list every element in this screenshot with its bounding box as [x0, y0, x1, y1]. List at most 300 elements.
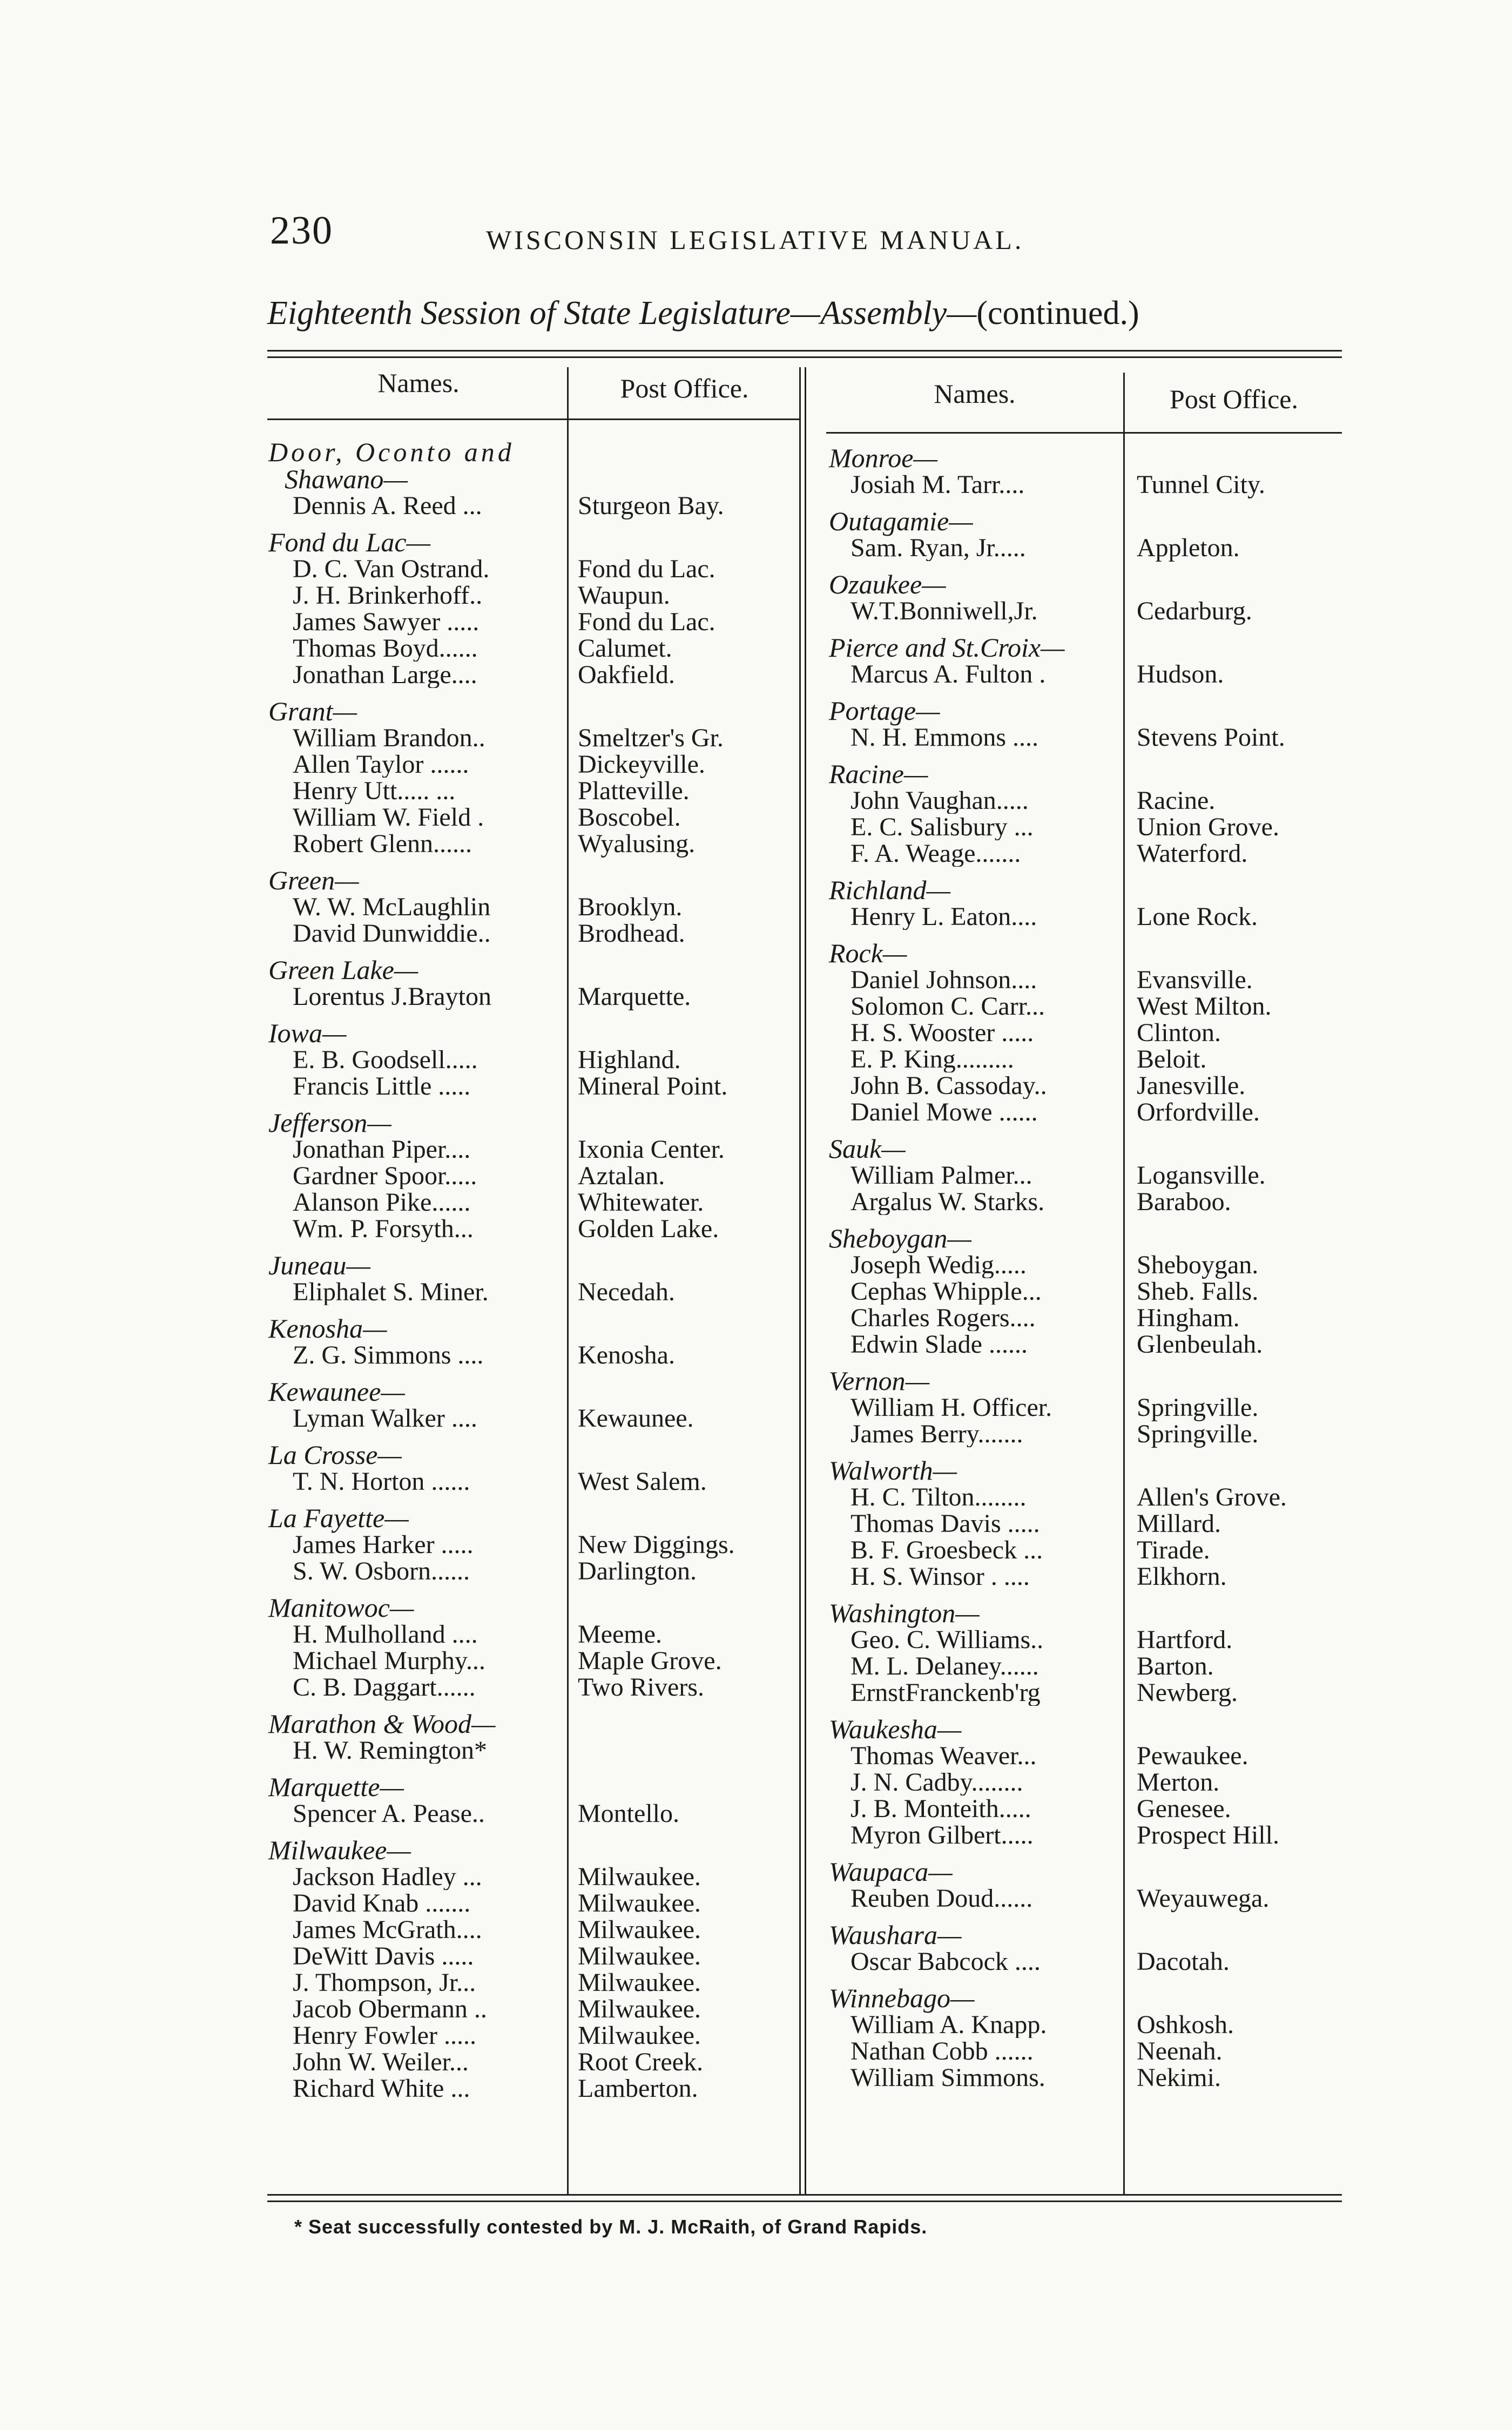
post-office: Aztalan. [578, 1162, 665, 1190]
county-heading: Manitowoc— [268, 1592, 414, 1623]
post-office: Merton. [1137, 1768, 1220, 1797]
member-name: David Knab ....... [293, 1890, 471, 1916]
member-name: Henry Utt..... ... [293, 778, 456, 804]
member-row [268, 1279, 808, 1305]
post-office: Highland. [578, 1045, 681, 1074]
county-heading: Kewaunee— [268, 1376, 405, 1407]
member-row [829, 967, 1347, 993]
post-office: Stevens Point. [1137, 723, 1285, 752]
county-heading: Juneau— [268, 1250, 370, 1280]
post-office: Waterford. [1137, 839, 1248, 868]
county-heading-continued: Shawano— [285, 464, 408, 494]
post-office: Evansville. [1137, 966, 1253, 994]
member-row [829, 1626, 1347, 1653]
member-row [829, 1769, 1347, 1796]
post-office: Golden Lake. [578, 1214, 719, 1243]
post-office: New Diggings. [578, 1530, 735, 1559]
member-row [829, 1484, 1347, 1510]
member-name: Francis Little ..... [293, 1073, 471, 1099]
county-heading: Pierce and St.Croix— [829, 632, 1065, 663]
member-name: E. B. Goodsell..... [293, 1047, 478, 1073]
county-group [829, 1367, 1347, 1447]
county-group [268, 1710, 808, 1764]
member-name: William W. Field . [293, 804, 484, 831]
post-office: West Milton. [1137, 992, 1272, 1021]
member-row [829, 1252, 1347, 1278]
county-group [829, 508, 1347, 561]
member-name: John Vaughan..... [850, 787, 1029, 814]
member-row [829, 2012, 1347, 2038]
county-group [268, 1315, 808, 1368]
member-row [268, 2022, 808, 2049]
table-title [267, 294, 1139, 333]
county-heading: Walworth— [829, 1455, 957, 1486]
member-row [829, 1421, 1347, 1447]
member-name: Cephas Whipple... [850, 1278, 1042, 1305]
county-heading: Jefferson— [268, 1108, 392, 1138]
member-name: H. S. Wooster ..... [850, 1020, 1034, 1046]
county-heading: Rock— [829, 938, 907, 968]
member-row [829, 1162, 1347, 1189]
post-office: Baraboo. [1137, 1187, 1231, 1216]
member-row [268, 831, 808, 857]
post-office: Oshkosh. [1137, 2010, 1234, 2039]
post-office: Hudson. [1137, 660, 1224, 688]
member-name: Daniel Johnson.... [850, 967, 1037, 993]
county-heading: Winnebago— [829, 1983, 975, 2013]
member-row [829, 724, 1347, 751]
member-name: Z. G. Simmons .... [293, 1342, 484, 1368]
member-name: William Simmons. [850, 2064, 1045, 2091]
member-row [829, 1189, 1347, 1215]
member-row [268, 1996, 808, 2022]
member-row [268, 2075, 808, 2102]
county-heading: Fond du Lac— [268, 527, 430, 557]
post-office: Racine. [1137, 786, 1216, 815]
post-office: Milwaukee. [578, 1889, 701, 1918]
member-row [829, 1743, 1347, 1769]
bottom-rule [267, 2194, 1342, 2196]
member-row [268, 804, 808, 831]
member-name: Lorentus J.Brayton [293, 983, 491, 1010]
page-number: 230 [270, 208, 333, 253]
post-office: Mineral Point. [578, 1072, 728, 1101]
member-name: James Berry....... [850, 1421, 1023, 1447]
county-group [268, 1109, 808, 1242]
post-office: Milwaukee. [578, 1968, 701, 1997]
table-title-italic: Eighteenth Session of State Legislature—Assembly— [267, 295, 977, 332]
county-group [829, 876, 1347, 930]
member-name: J. N. Cadby........ [850, 1769, 1023, 1796]
post-office: Fond du Lac. [578, 555, 716, 583]
member-row [829, 1885, 1347, 1912]
top-rule-inner [267, 356, 1342, 358]
member-row [829, 1796, 1347, 1822]
post-office: Lamberton. [578, 2074, 698, 2103]
county-heading: Ozaukee— [829, 569, 946, 599]
post-office: Maple Grove. [578, 1646, 722, 1675]
member-row [268, 725, 808, 751]
running-head: WISCONSIN LEGISLATIVE MANUAL. [486, 225, 1024, 255]
county-heading: Iowa— [268, 1018, 347, 1048]
post-office: Kewaunee. [578, 1404, 694, 1433]
member-name: Charles Rogers.... [850, 1305, 1036, 1331]
post-office: Milwaukee. [578, 1995, 701, 2023]
member-row [829, 2064, 1347, 2091]
county-heading: Sauk— [829, 1133, 906, 1164]
county-heading: Green— [268, 865, 359, 895]
header-rule-right [826, 432, 1342, 434]
member-row [268, 1648, 808, 1674]
post-office: Fond du Lac. [578, 608, 716, 636]
post-office: Smeltzer's Gr. [578, 724, 724, 752]
member-name: William H. Officer. [850, 1394, 1052, 1421]
post-office: Darlington. [578, 1557, 697, 1585]
county-group [829, 1716, 1347, 1848]
county-group [268, 867, 808, 947]
header-rule-left [267, 418, 799, 420]
member-row [268, 662, 808, 688]
member-row [829, 1563, 1347, 1590]
post-office: Milwaukee. [578, 1915, 701, 1944]
member-row [829, 598, 1347, 624]
member-name: Thomas Davis ..... [850, 1510, 1040, 1537]
member-row [268, 1969, 808, 1996]
member-row [829, 1948, 1347, 1975]
member-name: John B. Cassoday.. [850, 1072, 1047, 1099]
county-heading: La Fayette— [268, 1503, 409, 1533]
county-heading: Monroe— [829, 443, 937, 473]
county-heading: Vernon— [829, 1366, 930, 1396]
left-member-list [268, 438, 808, 2111]
member-row [829, 1099, 1347, 1125]
county-group [268, 529, 808, 688]
post-office: Weyauwega. [1137, 1884, 1270, 1913]
member-name: Edwin Slade ...... [850, 1331, 1028, 1358]
column-header-names-left: Names. [377, 368, 460, 398]
post-office: Barton. [1137, 1652, 1214, 1680]
post-office: Clinton. [1137, 1018, 1221, 1047]
post-office: Brodhead. [578, 919, 685, 948]
post-office [564, 1737, 578, 1764]
member-name: H. S. Winsor . .... [850, 1563, 1030, 1590]
member-name: F. A. Weage....... [850, 840, 1021, 867]
post-office: Nekimi. [1137, 2063, 1221, 2092]
member-name: Thomas Boyd...... [293, 635, 478, 662]
county-group [829, 697, 1347, 751]
county-heading: Washington— [829, 1598, 980, 1628]
post-office: Boscobel. [578, 803, 681, 832]
member-name: Jonathan Piper.... [293, 1136, 471, 1163]
post-office: Newberg. [1137, 1678, 1238, 1707]
county-heading: Marathon & Wood— [268, 1709, 496, 1739]
right-member-list [829, 444, 1347, 2101]
member-row [268, 1405, 808, 1432]
member-row [268, 1468, 808, 1495]
county-group [829, 571, 1347, 624]
member-name: Marcus A. Fulton . [850, 661, 1046, 687]
county-heading: La Crosse— [268, 1440, 402, 1470]
member-name: M. L. Delaney...... [850, 1653, 1039, 1679]
county-group [268, 438, 808, 519]
member-name: Nathan Cobb ...... [850, 2038, 1034, 2064]
post-office: Union Grove. [1137, 813, 1279, 841]
member-row [268, 920, 808, 947]
county-heading: Green Lake— [268, 955, 418, 985]
county-group [268, 1594, 808, 1700]
member-name: S. W. Osborn...... [293, 1558, 470, 1584]
member-row [829, 1072, 1347, 1099]
member-row [829, 993, 1347, 1020]
member-name: Henry L. Eaton.... [850, 903, 1037, 930]
member-row [829, 1046, 1347, 1072]
member-name: James Sawyer ..... [293, 609, 480, 635]
member-name: Reuben Doud...... [850, 1885, 1033, 1912]
member-row [829, 1653, 1347, 1679]
county-heading: Grant— [268, 696, 357, 726]
member-name: T. N. Horton ...... [293, 1468, 470, 1495]
post-office: Kenosha. [578, 1341, 675, 1369]
member-row [829, 1278, 1347, 1305]
top-rule [267, 350, 1342, 352]
member-row [268, 1047, 808, 1073]
member-row [829, 787, 1347, 814]
county-heading: Outagamie— [829, 506, 973, 536]
member-name: E. P. King......... [850, 1046, 1014, 1072]
member-name: Michael Murphy... [293, 1648, 485, 1674]
member-row [829, 1822, 1347, 1848]
county-group [268, 698, 808, 857]
member-row [268, 1163, 808, 1189]
post-office: Genesee. [1137, 1794, 1231, 1823]
county-heading: Waushara— [829, 1920, 962, 1950]
county-group [268, 1020, 808, 1099]
post-office: Milwaukee. [578, 1942, 701, 1970]
member-name: Alanson Pike...... [293, 1189, 471, 1216]
member-name: B. F. Groesbeck ... [850, 1537, 1043, 1563]
post-office: Sturgeon Bay. [578, 491, 724, 520]
county-group [829, 1135, 1347, 1215]
post-office: Milwaukee. [578, 1862, 701, 1891]
member-row [268, 1916, 808, 1943]
member-name: Joseph Wedig..... [850, 1252, 1027, 1278]
county-group [829, 444, 1347, 498]
member-row [829, 1020, 1347, 1046]
member-row [268, 1136, 808, 1163]
post-office: Allen's Grove. [1137, 1483, 1287, 1511]
member-row [268, 609, 808, 635]
member-row [829, 840, 1347, 867]
member-row [268, 1674, 808, 1700]
county-heading: Waupaca— [829, 1857, 953, 1887]
member-row [268, 1189, 808, 1216]
county-group [829, 1457, 1347, 1590]
post-office: Two Rivers. [578, 1673, 704, 1702]
member-row [268, 1943, 808, 1969]
member-row [829, 1394, 1347, 1421]
county-heading: Kenosha— [268, 1313, 387, 1344]
post-office: Montello. [578, 1799, 679, 1828]
post-office: Wyalusing. [578, 829, 696, 858]
member-row [268, 2049, 808, 2075]
member-name: Thomas Weaver... [850, 1743, 1037, 1769]
post-office: Hartford. [1137, 1625, 1233, 1654]
member-name: Jacob Obermann .. [293, 1996, 487, 2022]
member-name: W.T.Bonniwell,Jr. [850, 598, 1038, 624]
post-office: Ixonia Center. [578, 1135, 725, 1164]
member-row [268, 778, 808, 804]
member-row [829, 814, 1347, 840]
member-name: William A. Knapp. [850, 2012, 1047, 2038]
post-office: Whitewater. [578, 1188, 704, 1217]
member-name: David Dunwiddie.. [293, 920, 491, 947]
post-office: Dacotah. [1137, 1947, 1230, 1976]
member-name: ErnstFranckenb'rg [850, 1679, 1041, 1706]
member-name: Oscar Babcock .... [850, 1948, 1041, 1975]
county-heading: Door, Oconto and [268, 437, 515, 467]
column-header-post-office-left: Post Office. [620, 373, 749, 403]
column-header-names-right: Names. [934, 379, 1016, 409]
member-name: John W. Weiler... [293, 2049, 469, 2075]
member-name: Sam. Ryan, Jr..... [850, 535, 1026, 561]
member-row [268, 1800, 808, 1827]
post-office: Appleton. [1137, 534, 1240, 562]
post-office: Root Creek. [578, 2048, 703, 2076]
member-row [829, 1331, 1347, 1358]
county-group [268, 1378, 808, 1432]
post-office: Milwaukee. [578, 2021, 701, 2050]
county-group [268, 1252, 808, 1305]
post-office: Hingham. [1137, 1304, 1240, 1332]
county-heading: Portage— [829, 696, 940, 726]
county-group [829, 1599, 1347, 1706]
member-name: D. C. Van Ostrand. [293, 556, 490, 582]
member-name: Gardner Spoor..... [293, 1163, 477, 1189]
county-group [829, 1921, 1347, 1975]
county-group [268, 956, 808, 1010]
post-office: Orfordville. [1137, 1098, 1260, 1126]
member-name: N. H. Emmons .... [850, 724, 1038, 751]
post-office: Lone Rock. [1137, 902, 1258, 931]
county-group [829, 760, 1347, 867]
member-name: J. H. Brinkerhoff.. [293, 582, 483, 609]
county-group [829, 1985, 1347, 2091]
member-row [829, 1679, 1347, 1706]
member-name: Josiah M. Tarr.... [850, 471, 1025, 498]
post-office: Springville. [1137, 1393, 1259, 1422]
county-heading: Waukesha— [829, 1714, 962, 1744]
post-office: Janesville. [1137, 1071, 1246, 1100]
post-office: Platteville. [578, 777, 690, 805]
member-row [268, 1073, 808, 1099]
county-group [829, 1858, 1347, 1912]
member-name: Henry Fowler ..... [293, 2022, 476, 2049]
member-row [268, 1531, 808, 1558]
member-row [829, 2038, 1347, 2064]
member-name: H. Mulholland .... [293, 1621, 478, 1648]
post-office: Beloit. [1137, 1045, 1207, 1074]
member-name: Argalus W. Starks. [850, 1189, 1045, 1215]
member-name: Spencer A. Pease.. [293, 1800, 485, 1827]
county-heading: Milwaukee— [268, 1835, 411, 1865]
member-row [268, 1342, 808, 1368]
member-name: Wm. P. Forsyth... [293, 1216, 474, 1242]
post-office: Glenbeulah. [1137, 1330, 1263, 1359]
member-row [268, 1558, 808, 1584]
member-row [268, 751, 808, 778]
member-row [829, 661, 1347, 687]
member-name: Richard White ... [293, 2075, 470, 2102]
post-office: West Salem. [578, 1467, 707, 1496]
member-name: Allen Taylor ...... [293, 751, 469, 778]
post-office: Millard. [1137, 1509, 1221, 1538]
member-name: James McGrath.... [293, 1916, 482, 1943]
member-name: James Harker ..... [293, 1531, 474, 1558]
post-office: Tunnel City. [1137, 470, 1265, 499]
post-office: Springville. [1137, 1420, 1259, 1448]
member-row [268, 582, 808, 609]
member-name: Solomon C. Carr... [850, 993, 1045, 1020]
post-office: Neenah. [1137, 2037, 1223, 2066]
member-name: Jonathan Large.... [293, 662, 477, 688]
post-office: Calumet. [578, 634, 672, 663]
member-name: J. Thompson, Jr... [293, 1969, 476, 1996]
footnote: * Seat successfully contested by M. J. McRaith, of Grand Rapids. [294, 2216, 928, 2238]
county-heading: Racine— [829, 759, 928, 789]
post-office: Waupun. [578, 581, 670, 610]
member-row [268, 556, 808, 582]
member-row [829, 471, 1347, 498]
member-row [268, 492, 808, 519]
member-name: H. W. Remington* [293, 1737, 488, 1764]
member-row [268, 1621, 808, 1648]
county-heading: Sheboygan— [829, 1223, 971, 1253]
member-row [268, 635, 808, 662]
post-office: Tirade. [1137, 1536, 1210, 1564]
member-row [268, 1737, 808, 1764]
county-group [268, 1504, 808, 1584]
member-name: W. W. McLaughlin [293, 894, 491, 920]
member-row [268, 1216, 808, 1242]
member-name: E. C. Salisbury ... [850, 814, 1034, 840]
member-row [268, 1890, 808, 1916]
member-name: Eliphalet S. Miner. [293, 1279, 489, 1305]
member-name: J. B. Monteith..... [850, 1796, 1031, 1822]
member-row [268, 983, 808, 1010]
post-office: Logansville. [1137, 1161, 1266, 1190]
bottom-rule-inner [267, 2200, 1342, 2202]
member-name: Lyman Walker .... [293, 1405, 477, 1432]
member-name: Robert Glenn...... [293, 831, 472, 857]
post-office: Meeme. [578, 1620, 662, 1649]
post-office: Pewaukee. [1137, 1742, 1248, 1770]
member-name: Dennis A. Reed ... [293, 492, 482, 519]
member-name: Geo. C. Williams.. [850, 1626, 1044, 1653]
member-name: Jackson Hadley ... [293, 1864, 482, 1890]
member-row [268, 894, 808, 920]
column-header-post-office-right: Post Office. [1170, 384, 1298, 414]
member-name: Daniel Mowe ...... [850, 1099, 1038, 1125]
post-office: Prospect Hill. [1137, 1821, 1279, 1850]
member-name: William Brandon.. [293, 725, 485, 751]
county-group [268, 1773, 808, 1827]
member-name: H. C. Tilton........ [850, 1484, 1027, 1510]
member-name: DeWitt Davis ..... [293, 1943, 474, 1969]
post-office: Brooklyn. [578, 893, 683, 921]
post-office: Elkhorn. [1137, 1562, 1227, 1591]
county-group [829, 634, 1347, 687]
post-office: Dickeyville. [578, 750, 705, 779]
